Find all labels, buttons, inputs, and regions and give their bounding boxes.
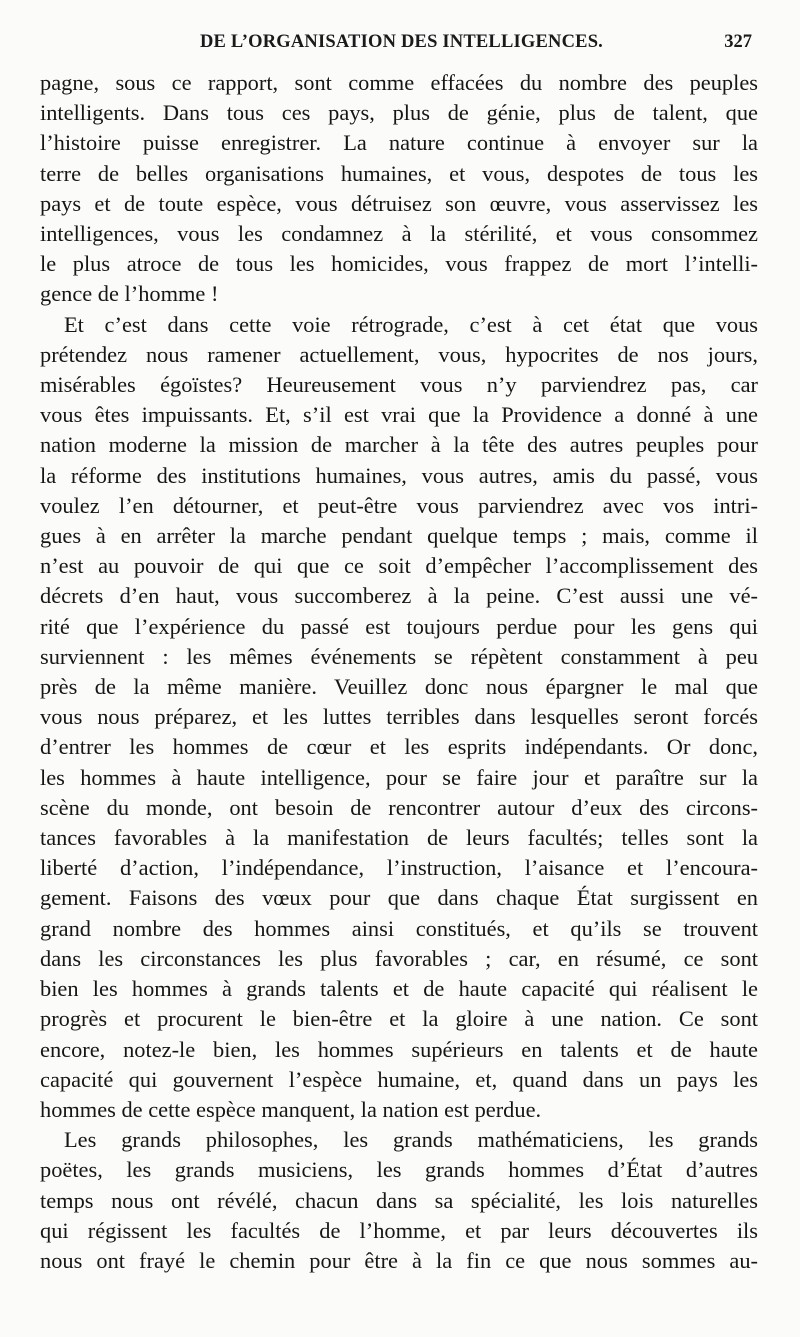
text-line: hommes de cette espèce manquent, la nation est perdue. bbox=[40, 1096, 542, 1122]
text-line: prétendez nous ramener actuellement, vous, hypocrites de nos jours, bbox=[40, 341, 758, 367]
text-line: nation moderne la mission de marcher à la tête des autres peuples pour bbox=[40, 432, 758, 458]
paragraph bbox=[40, 68, 758, 310]
text-line: Et c’est dans cette voie rétrograde, c’est à cet état que vous bbox=[64, 311, 758, 337]
text-line: les hommes à haute intelligence, pour se faire jour et paraître sur la bbox=[40, 764, 758, 790]
text-line: liberté d’action, l’indépendance, l’instruction, l’aisance et l’encoura- bbox=[40, 855, 758, 881]
body-text bbox=[40, 68, 758, 1276]
text-line: misérables égoïstes? Heureusement vous n’y parviendrez pas, car bbox=[40, 372, 758, 398]
text-line: qui régissent les facultés de l’homme, et par leurs découvertes ils bbox=[40, 1217, 758, 1243]
text-line: intelligents. Dans tous ces pays, plus de génie, plus de talent, que bbox=[40, 100, 758, 126]
text-line: scène du monde, ont besoin de rencontrer autour d’eux des circons- bbox=[40, 794, 758, 820]
text-line: d’entrer les hommes de cœur et les esprits indépendants. Or donc, bbox=[40, 734, 758, 760]
text-line: capacité qui gouvernent l’espèce humaine, et, quand dans un pays les bbox=[40, 1066, 758, 1092]
text-line: dans les circonstances les plus favorables ; car, en résumé, ce sont bbox=[40, 945, 758, 971]
text-line: gement. Faisons des vœux pour que dans chaque État surgissent en bbox=[40, 885, 758, 911]
text-line: décrets d’en haut, vous succomberez à la peine. C’est aussi une vé- bbox=[40, 583, 758, 609]
text-line: poëtes, les grands musiciens, les grands hommes d’État d’autres bbox=[40, 1157, 758, 1183]
text-line: vous êtes impuissants. Et, s’il est vrai que la Providence a donné à une bbox=[40, 402, 758, 428]
text-line: la réforme des institutions humaines, vous autres, amis du passé, vous bbox=[40, 462, 758, 488]
text-line: vous nous préparez, et les luttes terribles dans lesquelles seront forcés bbox=[40, 704, 758, 730]
text-line: bien les hommes à grands talents et de haute capacité qui réalisent le bbox=[40, 976, 758, 1002]
running-title: DE L’ORGANISATION DES INTELLIGENCES. bbox=[200, 32, 604, 52]
text-line: intelligences, vous les condamnez à la stérilité, et vous consommez bbox=[40, 221, 758, 247]
page-header bbox=[40, 30, 758, 60]
text-line: encore, notez-le bien, les hommes supérieurs en talents et de haute bbox=[40, 1036, 758, 1062]
paragraph bbox=[40, 310, 758, 1125]
text-line: gence de l’homme ! bbox=[40, 281, 219, 307]
text-line: l’histoire puisse enregistrer. La nature continue à envoyer sur la bbox=[40, 130, 758, 156]
text-line: gues à en arrêter la marche pendant quelque temps ; mais, comme il bbox=[40, 523, 758, 549]
text-line: Les grands philosophes, les grands mathématiciens, les grands bbox=[64, 1127, 758, 1153]
text-line: surviennent : les mêmes événements se répètent constamment à peu bbox=[40, 643, 758, 669]
text-line: n’est au pouvoir de qui que ce soit d’empêcher l’accomplissement des bbox=[40, 553, 758, 579]
text-line: le plus atroce de tous les homicides, vous frappez de mort l’intelli- bbox=[40, 251, 758, 277]
text-line: nous ont frayé le chemin pour être à la fin ce que nous sommes au- bbox=[40, 1247, 758, 1273]
text-line: pagne, sous ce rapport, sont comme effacées du nombre des peuples bbox=[40, 70, 758, 95]
text-line: tances favorables à la manifestation de leurs facultés; telles sont la bbox=[40, 825, 758, 851]
text-line: voulez l’en détourner, et peut-être vous parviendrez avec vos intri- bbox=[40, 492, 758, 518]
text-line: progrès et procurent le bien-être et la gloire à une nation. Ce sont bbox=[40, 1006, 758, 1032]
paragraph bbox=[40, 1125, 758, 1276]
text-line: près de la même manière. Veuillez donc nous épargner le mal que bbox=[40, 674, 758, 700]
text-line: terre de belles organisations humaines, et vous, despotes de tous les bbox=[40, 160, 758, 186]
text-line: pays et de toute espèce, vous détruisez son œuvre, vous asservissez les bbox=[40, 190, 758, 216]
text-line: grand nombre des hommes ainsi constitués, et qu’ils se trouvent bbox=[40, 915, 758, 941]
text-line: temps nous ont révélé, chacun dans sa spécialité, les lois naturelles bbox=[40, 1187, 758, 1213]
page-number: 327 bbox=[724, 32, 752, 52]
text-line: rité que l’expérience du passé est toujours perdue pour les gens qui bbox=[40, 613, 758, 639]
